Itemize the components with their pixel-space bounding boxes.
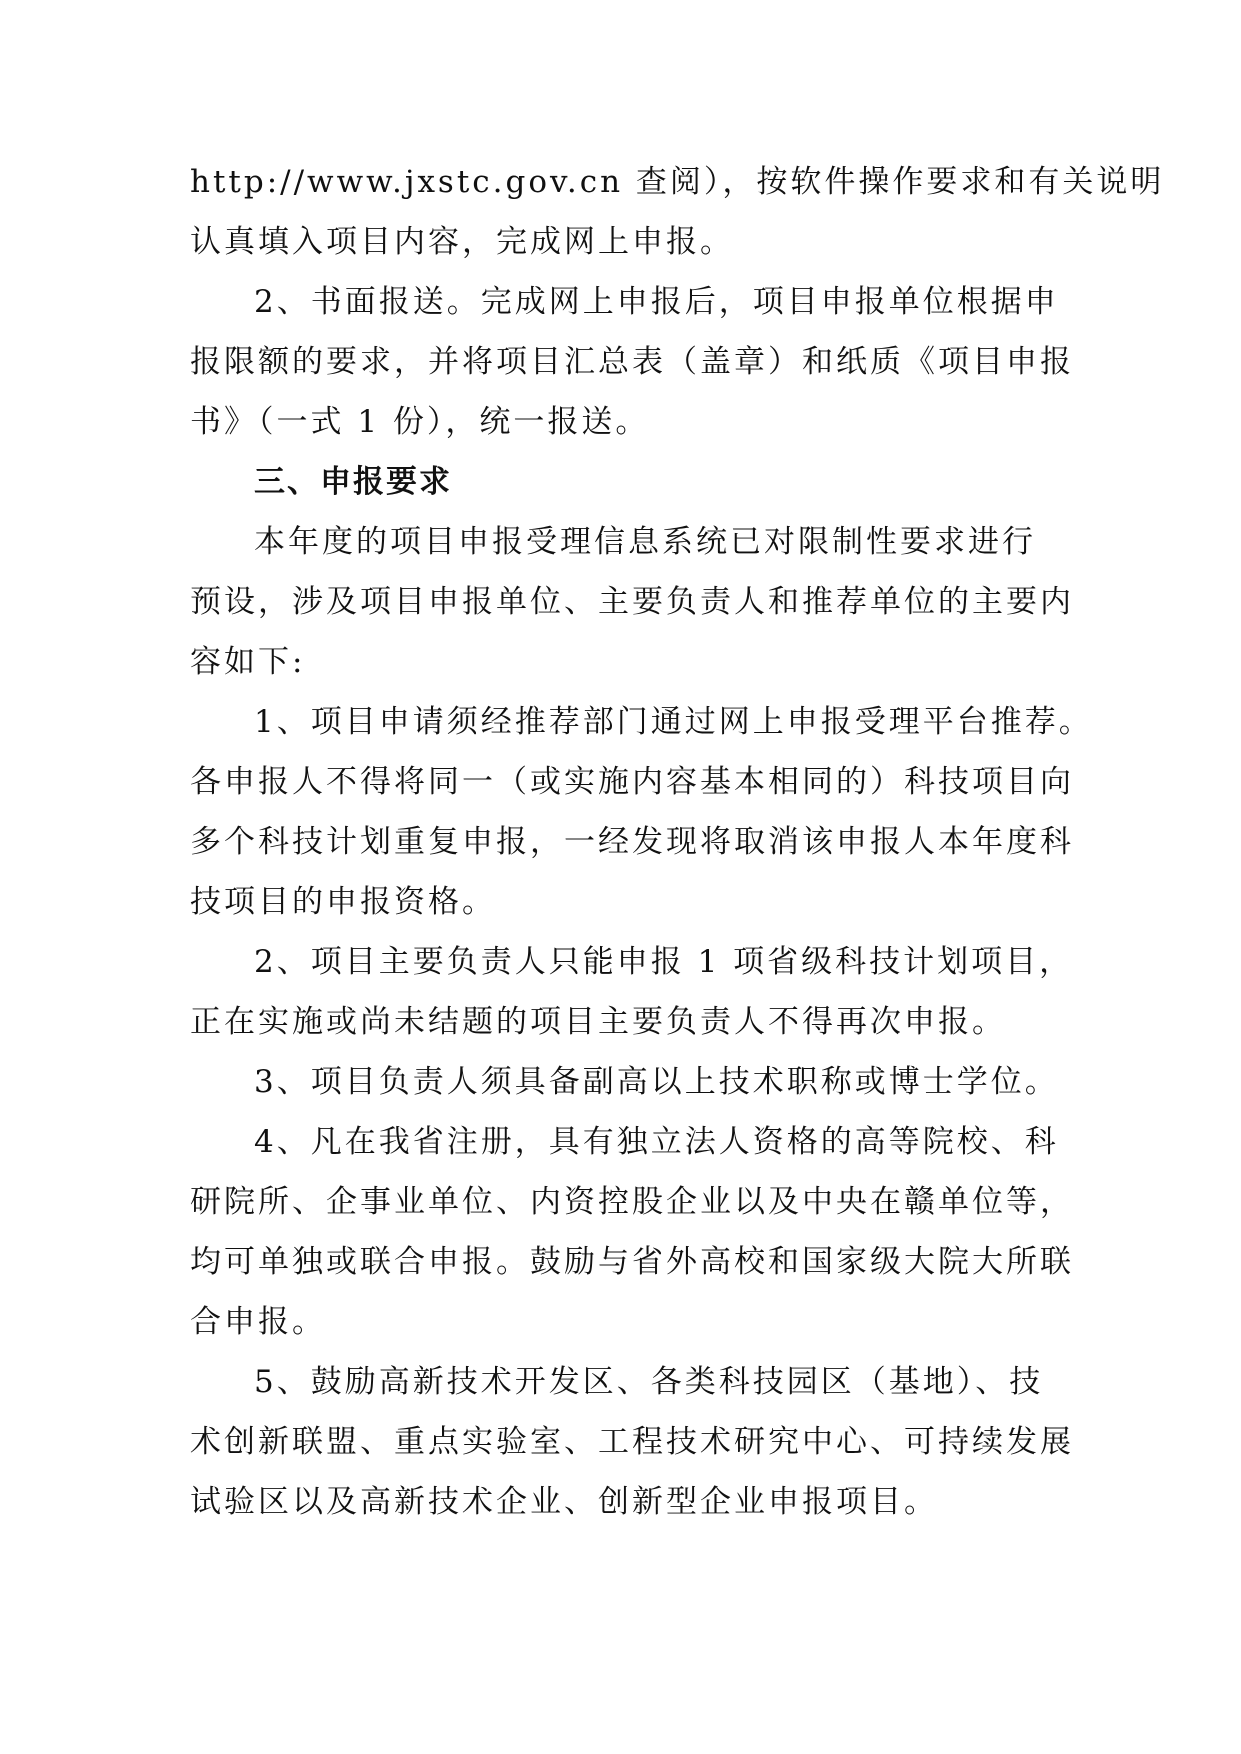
text-line-1: http://www.jxstc.gov.cn 查阅），按软件操作要求和有关说明 bbox=[190, 164, 1165, 200]
document-body bbox=[190, 152, 1165, 1532]
text-line-13: 技项目的申报资格。 bbox=[190, 884, 496, 920]
section-heading: 三、申报要求 bbox=[254, 464, 452, 500]
text-line-20: 合申报。 bbox=[190, 1304, 326, 1340]
text-line-7: 本年度的项目申报受理信息系统已对限制性要求进行 bbox=[254, 524, 1036, 560]
text-line-10: 1、项目申请须经推荐部门通过网上申报受理平台推荐。 bbox=[254, 704, 1093, 740]
text-line-9: 容如下: bbox=[190, 644, 306, 680]
text-line-16: 3、项目负责人须具备副高以上技术职称或博士学位。 bbox=[254, 1064, 1059, 1100]
text-line-5: 书》（一式 1 份），统一报送。 bbox=[190, 404, 650, 440]
text-line-14: 2、项目主要负责人只能申报 1 项省级科技计划项目， bbox=[254, 944, 1074, 980]
text-line-21: 5、鼓励高新技术开发区、各类科技园区（基地）、技 bbox=[254, 1364, 1044, 1400]
text-line-22: 术创新联盟、重点实验室、工程技术研究中心、可持续发展 bbox=[190, 1424, 1074, 1460]
text-line-4: 报限额的要求，并将项目汇总表（盖章）和纸质《项目申报 bbox=[190, 344, 1074, 380]
text-line-2: 认真填入项目内容，完成网上申报。 bbox=[190, 224, 734, 260]
text-line-8: 预设，涉及项目申报单位、主要负责人和推荐单位的主要内 bbox=[190, 584, 1074, 620]
text-line-15: 正在实施或尚未结题的项目主要负责人不得再次申报。 bbox=[190, 1004, 1006, 1040]
text-line-12: 多个科技计划重复申报，一经发现将取消该申报人本年度科 bbox=[190, 824, 1074, 860]
text-line-19: 均可单独或联合申报。鼓励与省外高校和国家级大院大所联 bbox=[190, 1244, 1074, 1280]
text-line-23: 试验区以及高新技术企业、创新型企业申报项目。 bbox=[190, 1484, 938, 1520]
text-line-11: 各申报人不得将同一（或实施内容基本相同的）科技项目向 bbox=[190, 764, 1074, 800]
text-line-18: 研院所、企事业单位、内资控股企业以及中央在赣单位等， bbox=[190, 1184, 1074, 1220]
text-line-3: 2、书面报送。完成网上申报后，项目申报单位根据申 bbox=[254, 284, 1059, 320]
text-line-17: 4、凡在我省注册，具有独立法人资格的高等院校、科 bbox=[254, 1124, 1059, 1160]
